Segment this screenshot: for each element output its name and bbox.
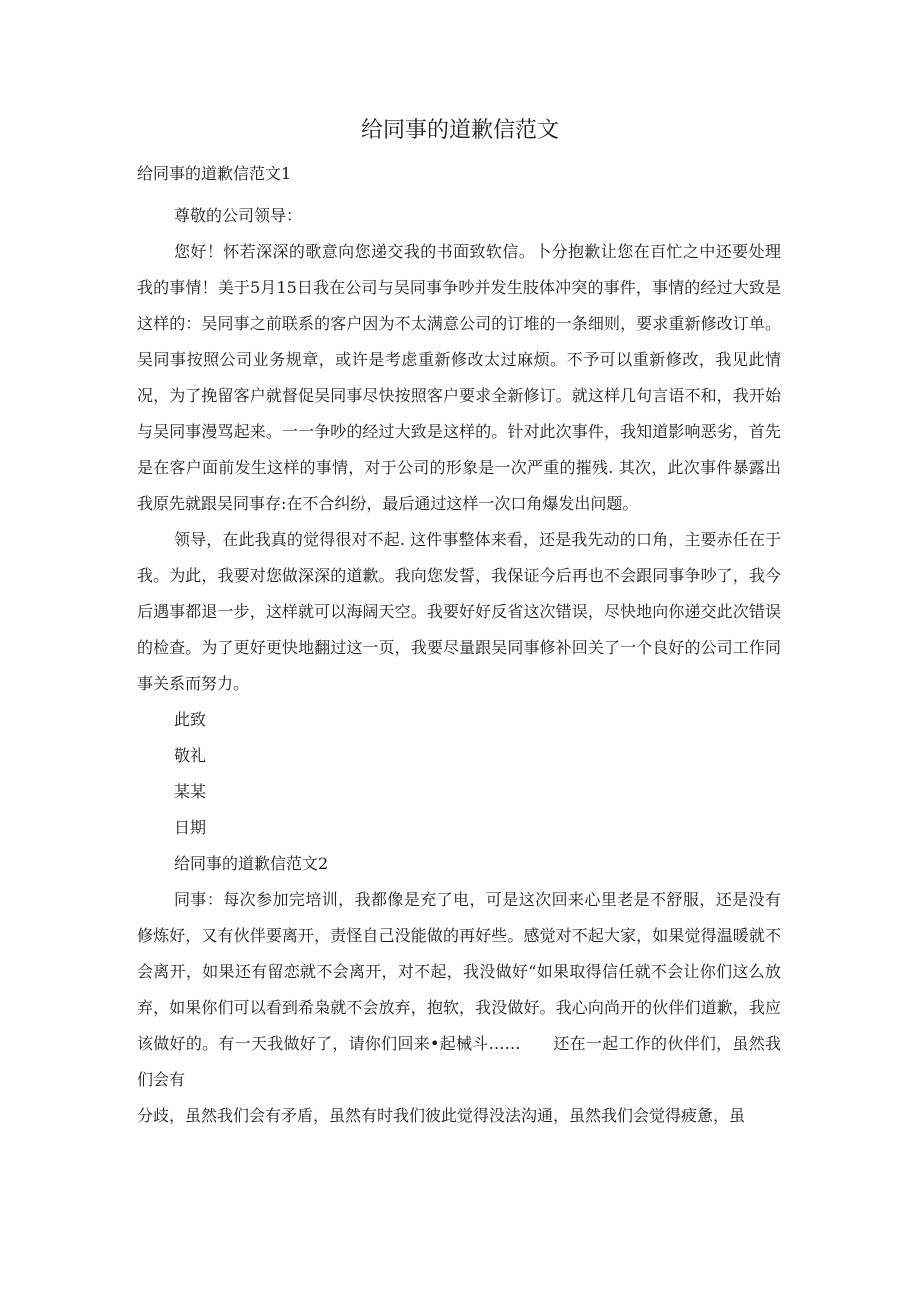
letter1-signature: 某某 bbox=[174, 782, 207, 801]
letter1-closing-1: 此致 bbox=[174, 710, 207, 729]
letter1-date: 日期 bbox=[174, 818, 207, 837]
letter2-heading: 给同事的道歉信范文2 bbox=[174, 854, 329, 873]
letter1-heading: 给同事的道歉信范文1 bbox=[137, 164, 292, 183]
letter2-paragraph-2: 分歧，虽然我们会有矛盾，虽然有时我们彼此觉得没法沟通，虽然我们会觉得疲惫，虽 bbox=[137, 1106, 746, 1125]
letter1-salutation: 尊敬的公司领导： bbox=[174, 206, 303, 225]
document-body bbox=[137, 156, 781, 1134]
letter1-paragraph-1: 您好！怀若深深的歌意向您递交我的书面致软信。卜分抱歉让您在百忙之中还要处理我的事情！美于5月15日我在公司与吴同事争吵并发生肢体冲突的事件，事情的经过大致是这样的：吴同事之前联系的客户因为不太满意公司的订堆的一条细则，要求重新修改订单。吴同事按照公司业务规章，或许是考虑重新修改太过麻烦。不予可以重新修改，我见此情况，为了挽留客户就督促吴同事尽快按照客户要求全新修订。就这样几句言语不和，我开始与吴同事漫骂起来。一一争吵的经过大致是这样的。针对此次事件，我知道影响恶劣，首先是在客户面前发生这样的事情，对于公司的形象是一次严重的摧残. 其次，此次事件暴露出我原先就跟吴同事存:在不合纠纷，最后通过这样一次口角爆发出问题。 bbox=[137, 242, 781, 513]
letter1-closing-2: 敬礼 bbox=[174, 746, 207, 765]
document-title: 给同事的道歉信范文 bbox=[360, 118, 559, 143]
letter1-paragraph-2: 领导，在此我真的觉得很对不起. 这件事整体来看，还是我先动的口角，主要赤任在于我。为此，我要对您做深深的道歉。我向您发誓，我保证今后再也不会跟同事争吵了，我今后遇事都退一步，这样就可以海阔天空。我要好好反省这次错误，尽快地向你递交此次错误的检查。为了更好更快地翻过这一页，我要尽量跟吴同事修补回关了一个良好的公司工作同事关系而努力。 bbox=[137, 530, 781, 693]
letter2-paragraph-1: 同事：每次参加完培训，我都像是充了电，可是这次回来心里老是不舒服，还是没有修炼好，又有伙伴要离开，责怪自己没能做的再好些。感觉对不起大家，如果觉得温暖就不会离开，如果还有留恋就不会离开，对不起，我没做好“如果取得信任就不会让你们这么放弃，如果你们可以看到希枭就不会放弃，抱软，我没做好。我心向尚开的伙伴们道歉，我应该做好的。有一天我做好了，请你们回来•起械斗…… 还在一起工作的伙伴们，虽然我们会有 bbox=[137, 890, 781, 1089]
